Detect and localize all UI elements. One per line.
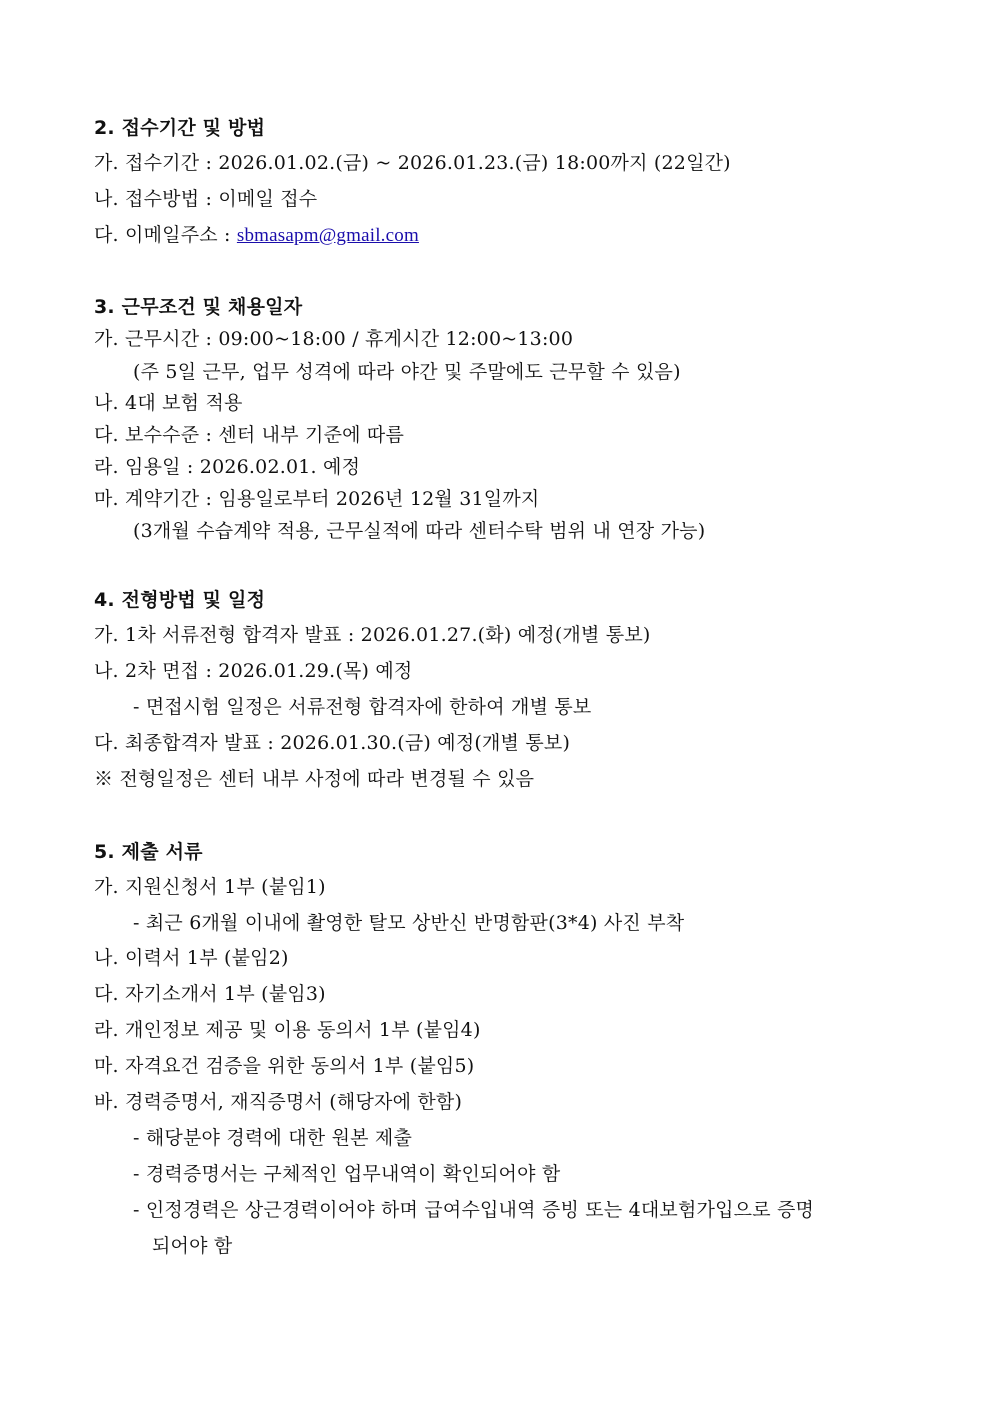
sec5-item-f-note-3-cont: 되어야 함 [152, 1235, 233, 1257]
sec3-item-d: 라. 임용일 : 2026.02.01. 예정 [94, 456, 361, 478]
sec4-item-c: 다. 최종합격자 발표 : 2026.01.30.(금) 예정(개별 통보) [94, 732, 571, 754]
sec3-item-e-note: (3개월 수습계약 적용, 근무실적에 따라 센터수탁 범위 내 연장 가능) [133, 520, 706, 542]
sec3-item-e: 마. 계약기간 : 임용일로부터 2026년 12월 31일까지 [94, 488, 540, 510]
sec2-item-a: 가. 접수기간 : 2026.01.02.(금) ~ 2026.01.23.(금) 18:00까지 (22일간) [94, 152, 731, 174]
sec3-item-a: 가. 근무시간 : 09:00~18:00 / 휴게시간 12:00~13:00 [94, 328, 574, 350]
sec5-item-f-note-2: - 경력증명서는 구체적인 업무내역이 확인되어야 함 [133, 1163, 561, 1185]
sec4-note: ※ 전형일정은 센터 내부 사정에 따라 변경될 수 있음 [94, 768, 535, 790]
sec5-item-e: 마. 자격요건 검증을 위한 동의서 1부 (붙임5) [94, 1055, 475, 1077]
sec5-item-f-note-3: - 인정경력은 상근경력이어야 하며 급여수입내역 증빙 또는 4대보험가입으로 증명 [133, 1199, 815, 1221]
sec5-item-f: 바. 경력증명서, 재직증명서 (해당자에 한함) [94, 1091, 463, 1113]
sec2-item-b: 나. 접수방법 : 이메일 접수 [94, 188, 318, 210]
sec4-item-b: 나. 2차 면접 : 2026.01.29.(목) 예정 [94, 660, 413, 682]
sec5-item-d: 라. 개인정보 제공 및 이용 동의서 1부 (붙임4) [94, 1019, 481, 1041]
section-2-heading: 2. 접수기간 및 방법 [94, 117, 266, 139]
sec5-item-a: 가. 지원신청서 1부 (붙임1) [94, 876, 326, 898]
sec3-item-b: 나. 4대 보험 적용 [94, 392, 243, 414]
section-4-heading: 4. 전형방법 및 일정 [94, 589, 266, 611]
sec3-item-c: 다. 보수수준 : 센터 내부 기준에 따름 [94, 424, 405, 446]
email-label: 다. 이메일주소 : [94, 224, 237, 246]
sec5-item-f-note-1: - 해당분야 경력에 대한 원본 제출 [133, 1127, 413, 1149]
sec3-item-a-note: (주 5일 근무, 업무 성격에 따라 야간 및 주말에도 근무할 수 있음) [133, 361, 681, 383]
sec5-item-c: 다. 자기소개서 1부 (붙임3) [94, 983, 326, 1005]
section-5-heading: 5. 제출 서류 [94, 841, 203, 863]
sec4-item-a: 가. 1차 서류전형 합격자 발표 : 2026.01.27.(화) 예정(개별 통보) [94, 624, 651, 646]
sec5-item-a-note: - 최근 6개월 이내에 촬영한 탈모 상반신 반명함판(3*4) 사진 부착 [133, 912, 685, 934]
email-link[interactable]: sbmasapm@gmail.com [236, 225, 419, 246]
section-3-heading: 3. 근무조건 및 채용일자 [94, 296, 303, 318]
sec5-item-b: 나. 이력서 1부 (붙임2) [94, 947, 289, 969]
sec2-item-c [94, 223, 419, 248]
sec4-item-b-note: - 면접시험 일정은 서류전형 합격자에 한하여 개별 통보 [133, 696, 592, 718]
